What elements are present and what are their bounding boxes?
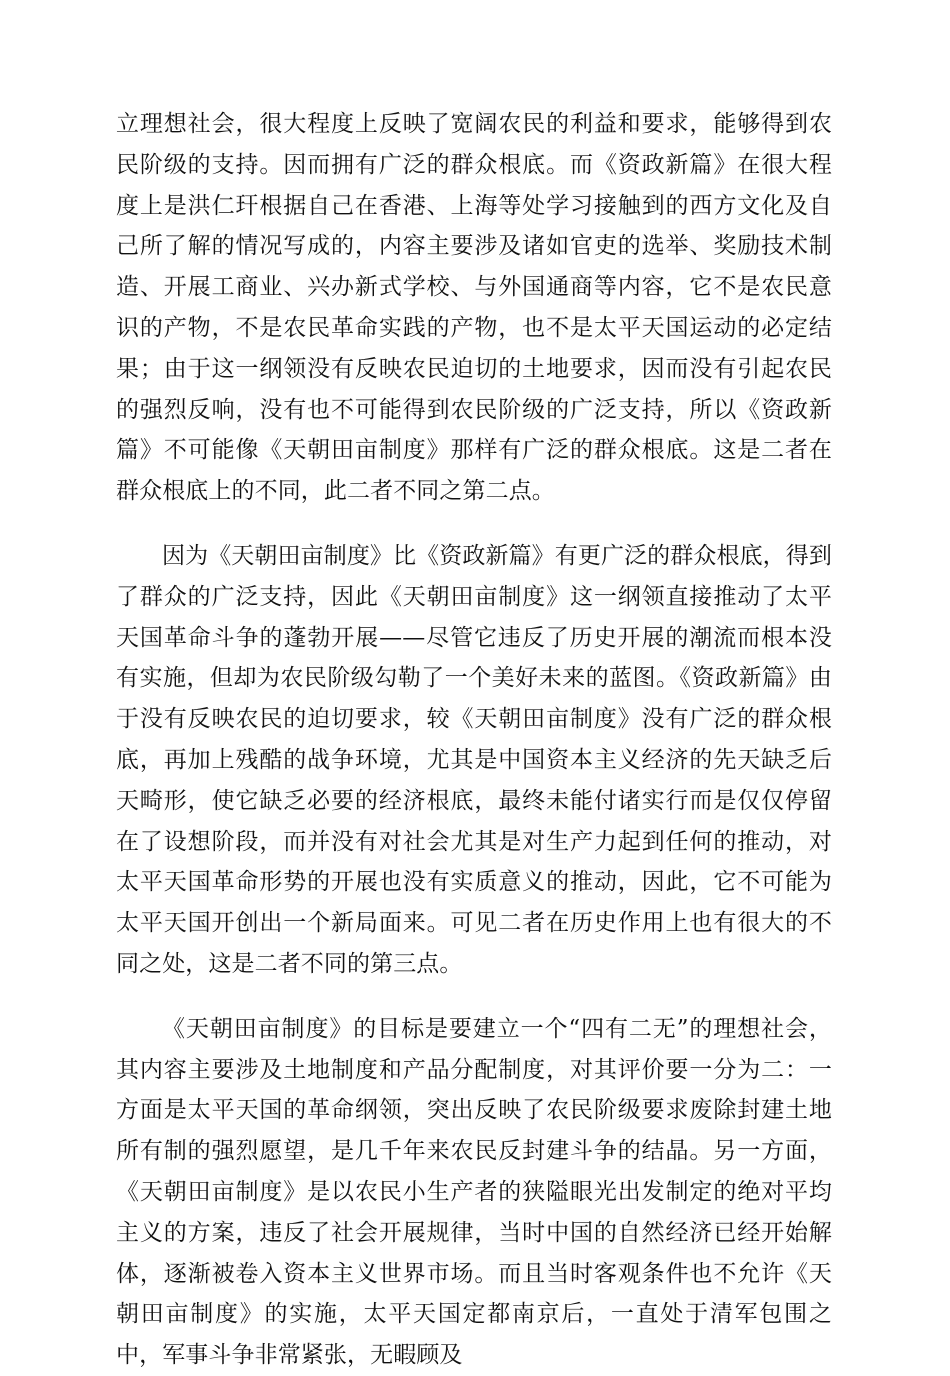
paragraph-2: 因为《天朝田亩制度》比《资政新篇》有更广泛的群众根底，得到了群众的广泛支持，因此《天朝田亩制度》这一纲领直接推动了太平天国革命斗争的蓬勃开展——尽管它违反了历史开展的潮流而根本没有实施，但却为农民阶级勾勒了一个美好未来的蓝图。《资政新篇》由于没有反映农民的迫切要求，较《天朝田亩制度》没有广泛的群众根底，再加上残酷的战争环境，尤其是中国资本主义经济的先天缺乏后天畸形，使它缺乏必要的经济根底，最终未能付诸实行而是仅仅停留在了设想阶段，而并没有对社会尤其是对生产力起到任何的推动，对太平天国革命形势的开展也没有实质意义的推动，因此，它不可能为太平天国开创出一个新局面来。可见二者在历史作用上也有很大的不同之处，这是二者不同的第三点。 [116, 542, 832, 977]
document-body [116, 104, 832, 1376]
paragraph-3: 《天朝田亩制度》的目标是要建立一个“四有二无”的理想社会，其内容主要涉及土地制度和产品分配制度，对其评价要一分为二：一方面是太平天国的革命纲领，突出反映了农民阶级要求废除封建土地所有制的强烈愿望，是几千年来农民反封建斗争的结晶。另一方面，《天朝田亩制度》是以农民小生产者的狭隘眼光出发制定的绝对平均主义的方案，违反了社会开展规律，当时中国的自然经济已经开始解体，逐渐被卷入资本主义世界市场。而且当时客观条件也不允许《天朝田亩制度》的实施，太平天国定都南京后，一直处于清军包围之中，军事斗争非常紧张，无暇顾及 [116, 1015, 832, 1369]
paragraph-gap [116, 985, 832, 1009]
paragraph-1: 立理想社会，很大程度上反映了宽阔农民的利益和要求，能够得到农民阶级的支持。因而拥有广泛的群众根底。而《资政新篇》在很大程度上是洪仁玕根据自己在香港、上海等处学习接触到的西方文化及自己所了解的情况写成的，内容主要涉及诸如官吏的选举、奖励技术制造、开展工商业、兴办新式学校、与外国通商等内容，它不是农民意识的产物，不是农民革命实践的产物，也不是太平天国运动的必定结果；由于这一纲领没有反映农民迫切的土地要求，因而没有引起农民的强烈反响，没有也不可能得到农民阶级的广泛支持，所以《资政新篇》不可能像《天朝田亩制度》那样有广泛的群众根底。这是二者在群众根底上的不同，此二者不同之第二点。 [116, 111, 832, 505]
paragraph-gap [116, 512, 832, 536]
